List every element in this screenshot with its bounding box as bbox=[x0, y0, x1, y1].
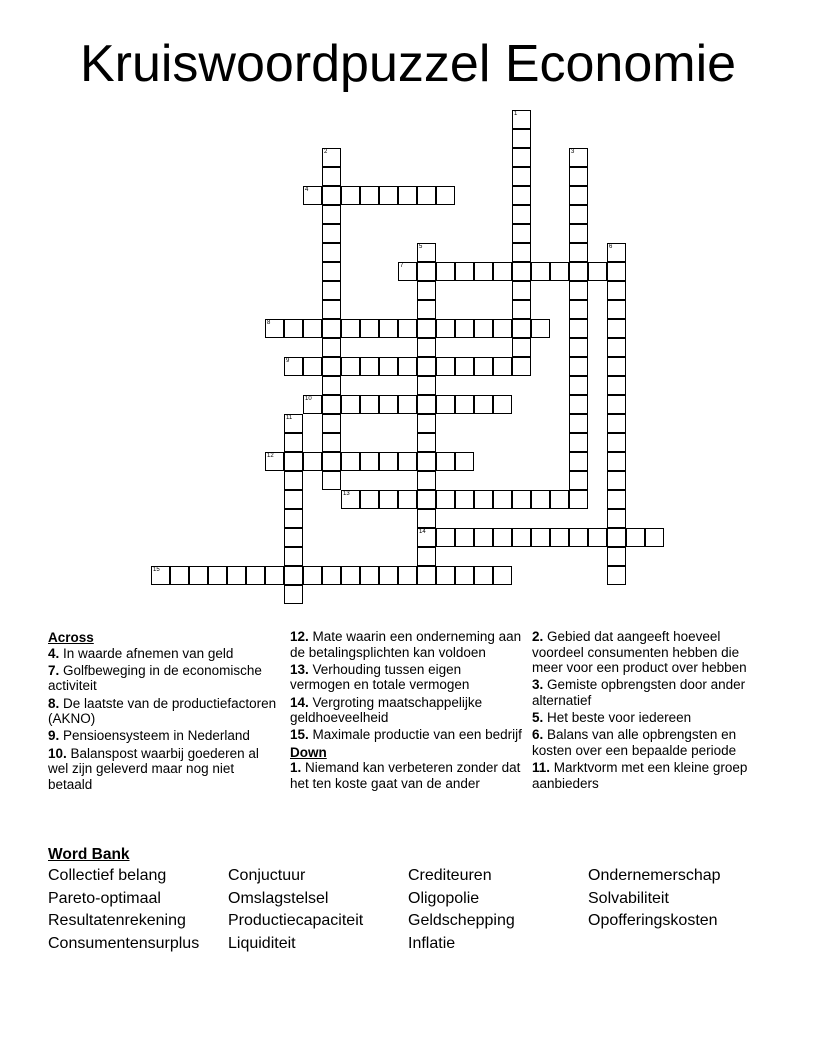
grid-cell[interactable] bbox=[265, 566, 284, 585]
grid-cell[interactable] bbox=[569, 243, 588, 262]
cell-number: 7 bbox=[400, 263, 404, 269]
grid-cell[interactable] bbox=[246, 566, 265, 585]
down-clue bbox=[290, 760, 522, 791]
grid-cell[interactable] bbox=[455, 566, 474, 585]
grid-cell[interactable] bbox=[417, 262, 436, 281]
grid-cell[interactable] bbox=[512, 300, 531, 319]
grid-cell[interactable] bbox=[303, 395, 322, 414]
grid-cell[interactable] bbox=[512, 186, 531, 205]
word-bank-item: Collectief belang bbox=[48, 867, 167, 884]
grid-cell[interactable] bbox=[341, 395, 360, 414]
grid-cell[interactable] bbox=[341, 452, 360, 471]
clue-text: Golfbeweging in de economische activiteit bbox=[48, 662, 262, 694]
grid-cell[interactable] bbox=[360, 357, 379, 376]
grid-cell[interactable] bbox=[284, 471, 303, 490]
grid-cell[interactable] bbox=[151, 566, 170, 585]
grid-cell[interactable] bbox=[455, 357, 474, 376]
grid-cell[interactable] bbox=[512, 224, 531, 243]
grid-cell[interactable] bbox=[512, 110, 531, 129]
clue-number: 12. bbox=[290, 629, 309, 644]
grid-cell[interactable] bbox=[474, 357, 493, 376]
clue-text: Gebied dat aangeeft hoeveel voordeel consumenten hebben die meer voor een product over hebben bbox=[532, 629, 747, 676]
grid-cell[interactable] bbox=[379, 490, 398, 509]
grid-cell[interactable] bbox=[322, 376, 341, 395]
grid-cell[interactable] bbox=[322, 395, 341, 414]
across-clue bbox=[290, 662, 522, 693]
clue-text: Marktvorm met een kleine groep aanbieders bbox=[532, 760, 748, 791]
grid-cell[interactable] bbox=[189, 566, 208, 585]
grid-cell[interactable] bbox=[607, 566, 626, 585]
cell-number: 13 bbox=[343, 491, 350, 497]
grid-cell[interactable] bbox=[455, 262, 474, 281]
word-bank-item: Inflatie bbox=[408, 935, 456, 953]
cell-number: 1 bbox=[514, 111, 518, 117]
grid-cell[interactable] bbox=[569, 452, 588, 471]
clue-number: 10. bbox=[48, 745, 67, 761]
grid-cell[interactable] bbox=[569, 262, 588, 281]
grid-cell[interactable] bbox=[284, 490, 303, 509]
grid-cell[interactable] bbox=[569, 300, 588, 319]
grid-cell[interactable] bbox=[417, 471, 436, 490]
grid-cell[interactable] bbox=[398, 395, 417, 414]
grid-cell[interactable] bbox=[360, 395, 379, 414]
word-bank-item: Consumentensurplus bbox=[48, 935, 200, 953]
grid-cell[interactable] bbox=[436, 566, 455, 585]
grid-cell[interactable] bbox=[322, 300, 341, 319]
grid-cell[interactable] bbox=[474, 319, 493, 338]
clue-number: 9. bbox=[48, 728, 60, 744]
grid-cell[interactable] bbox=[569, 471, 588, 490]
grid-cell[interactable] bbox=[417, 338, 436, 357]
grid-cell[interactable] bbox=[322, 452, 341, 471]
grid-cell[interactable] bbox=[474, 395, 493, 414]
grid-cell[interactable] bbox=[569, 528, 588, 547]
grid-cell[interactable] bbox=[170, 566, 189, 585]
grid-cell[interactable] bbox=[569, 414, 588, 433]
clue-column-1 bbox=[48, 629, 280, 794]
grid-cell[interactable] bbox=[512, 357, 531, 376]
across-clue bbox=[48, 728, 280, 744]
clue-number: 3. bbox=[532, 677, 544, 693]
cell-number: 3 bbox=[571, 149, 575, 155]
grid-cell[interactable] bbox=[607, 243, 626, 262]
grid-cell[interactable] bbox=[436, 490, 455, 509]
word-bank-item: Productiecapaciteit bbox=[228, 912, 364, 930]
grid-cell[interactable] bbox=[379, 319, 398, 338]
grid-cell[interactable] bbox=[493, 319, 512, 338]
grid-cell[interactable] bbox=[322, 243, 341, 262]
grid-cell[interactable] bbox=[607, 490, 626, 509]
grid-cell[interactable] bbox=[569, 395, 588, 414]
grid-cell[interactable] bbox=[379, 452, 398, 471]
grid-cell[interactable] bbox=[284, 585, 303, 604]
grid-cell[interactable] bbox=[455, 452, 474, 471]
grid-cell[interactable] bbox=[436, 186, 455, 205]
grid-cell[interactable] bbox=[474, 262, 493, 281]
grid-cell[interactable] bbox=[284, 414, 303, 433]
grid-cell[interactable] bbox=[322, 319, 341, 338]
grid-cell[interactable] bbox=[531, 528, 550, 547]
clue-text: Mate waarin een onderneming aan de betalingsplichten kan voldoen bbox=[290, 629, 522, 660]
clue-number: 14. bbox=[290, 694, 309, 710]
grid-cell[interactable] bbox=[607, 376, 626, 395]
clue-text: Pensioensysteem in Nederland bbox=[59, 728, 250, 744]
word-bank-heading: Word Bank bbox=[48, 846, 130, 863]
cell-number: 8 bbox=[267, 320, 271, 326]
grid-cell[interactable] bbox=[474, 528, 493, 547]
grid-cell[interactable] bbox=[322, 281, 341, 300]
grid-cell[interactable] bbox=[569, 319, 588, 338]
grid-cell[interactable] bbox=[569, 205, 588, 224]
grid-cell[interactable] bbox=[322, 414, 341, 433]
grid-cell[interactable] bbox=[322, 433, 341, 452]
grid-cell[interactable] bbox=[607, 509, 626, 528]
cell-number: 14 bbox=[419, 529, 426, 535]
grid-cell[interactable] bbox=[322, 471, 341, 490]
grid-cell[interactable] bbox=[417, 433, 436, 452]
grid-cell[interactable] bbox=[436, 319, 455, 338]
grid-cell[interactable] bbox=[417, 376, 436, 395]
grid-cell[interactable] bbox=[569, 281, 588, 300]
clue-number: 5. bbox=[532, 710, 544, 726]
grid-cell[interactable] bbox=[417, 186, 436, 205]
grid-cell[interactable] bbox=[265, 452, 284, 471]
clue-text: Vergroting maatschappelijke geldhoeveelheid bbox=[290, 694, 483, 726]
grid-cell[interactable] bbox=[360, 452, 379, 471]
down-clue bbox=[532, 760, 764, 791]
grid-cell[interactable] bbox=[512, 338, 531, 357]
across-clue bbox=[290, 695, 522, 726]
clue-text: De laatste van de productiefactoren (AKNO) bbox=[48, 695, 277, 727]
grid-cell[interactable] bbox=[341, 490, 360, 509]
clue-text: Verhouding tussen eigen vermogen en totale vermogen bbox=[290, 661, 470, 693]
grid-cell[interactable] bbox=[455, 395, 474, 414]
grid-cell[interactable] bbox=[436, 395, 455, 414]
clue-text: Balanspost waarbij goederen al wel zijn geleverd maar nog niet betaald bbox=[48, 745, 259, 792]
clue-text: Maximale productie van een bedrijf bbox=[308, 727, 522, 743]
clue-number: 7. bbox=[48, 662, 60, 678]
grid-cell[interactable] bbox=[417, 547, 436, 566]
grid-cell[interactable] bbox=[322, 262, 341, 281]
grid-cell[interactable] bbox=[398, 490, 417, 509]
grid-cell[interactable] bbox=[493, 566, 512, 585]
word-bank-item: Liquiditeit bbox=[228, 935, 296, 953]
grid-cell[interactable] bbox=[455, 490, 474, 509]
grid-cell[interactable] bbox=[341, 186, 360, 205]
clue-number: 2. bbox=[532, 629, 544, 644]
grid-cell[interactable] bbox=[303, 566, 322, 585]
grid-cell[interactable] bbox=[417, 509, 436, 528]
grid-cell[interactable] bbox=[493, 357, 512, 376]
grid-cell[interactable] bbox=[417, 319, 436, 338]
grid-cell[interactable] bbox=[512, 129, 531, 148]
grid-cell[interactable] bbox=[303, 186, 322, 205]
grid-cell[interactable] bbox=[341, 357, 360, 376]
grid-cell[interactable] bbox=[417, 414, 436, 433]
grid-cell[interactable] bbox=[284, 319, 303, 338]
grid-cell[interactable] bbox=[322, 167, 341, 186]
grid-cell[interactable] bbox=[569, 433, 588, 452]
down-clue bbox=[532, 629, 764, 676]
word-bank-item: Oligopolie bbox=[408, 889, 480, 907]
grid-cell[interactable] bbox=[417, 357, 436, 376]
grid-cell[interactable] bbox=[398, 262, 417, 281]
grid-cell[interactable] bbox=[379, 357, 398, 376]
grid-cell[interactable] bbox=[360, 490, 379, 509]
clue-column-2 bbox=[290, 629, 522, 793]
across-clue bbox=[290, 629, 522, 660]
grid-cell[interactable] bbox=[417, 395, 436, 414]
grid-cell[interactable] bbox=[569, 167, 588, 186]
grid-cell[interactable] bbox=[607, 281, 626, 300]
grid-cell[interactable] bbox=[531, 262, 550, 281]
grid-cell[interactable] bbox=[512, 167, 531, 186]
grid-cell[interactable] bbox=[360, 186, 379, 205]
down-clue bbox=[532, 710, 764, 726]
clue-text: Balans van alle opbrengsten en kosten over een bepaalde periode bbox=[532, 727, 737, 758]
grid-cell[interactable] bbox=[512, 243, 531, 262]
grid-cell[interactable] bbox=[607, 338, 626, 357]
grid-cell[interactable] bbox=[303, 319, 322, 338]
grid-cell[interactable] bbox=[569, 186, 588, 205]
page-title: Kruiswoordpuzzel Economie bbox=[79, 35, 737, 93]
grid-cell[interactable] bbox=[512, 490, 531, 509]
grid-cell[interactable] bbox=[550, 262, 569, 281]
across-clue bbox=[48, 696, 280, 727]
grid-cell[interactable] bbox=[474, 566, 493, 585]
grid-cell[interactable] bbox=[607, 414, 626, 433]
grid-cell[interactable] bbox=[474, 490, 493, 509]
grid-cell[interactable] bbox=[607, 452, 626, 471]
grid-cell[interactable] bbox=[322, 205, 341, 224]
grid-cell[interactable] bbox=[455, 319, 474, 338]
grid-cell[interactable] bbox=[607, 357, 626, 376]
word-bank-item: Opofferingskosten bbox=[588, 912, 718, 930]
grid-cell[interactable] bbox=[322, 148, 341, 167]
grid-cell[interactable] bbox=[493, 528, 512, 547]
grid-cell[interactable] bbox=[512, 528, 531, 547]
grid-cell[interactable] bbox=[512, 148, 531, 167]
grid-cell[interactable] bbox=[569, 376, 588, 395]
down-clue bbox=[532, 677, 764, 708]
grid-cell[interactable] bbox=[284, 452, 303, 471]
grid-cell[interactable] bbox=[607, 471, 626, 490]
grid-cell[interactable] bbox=[512, 262, 531, 281]
clue-number: 11. bbox=[532, 760, 551, 776]
grid-cell[interactable] bbox=[512, 205, 531, 224]
grid-cell[interactable] bbox=[360, 319, 379, 338]
grid-cell[interactable] bbox=[607, 262, 626, 281]
grid-cell[interactable] bbox=[284, 547, 303, 566]
grid-cell[interactable] bbox=[284, 566, 303, 585]
clue-number: 6. bbox=[532, 727, 544, 743]
grid-cell[interactable] bbox=[493, 395, 512, 414]
grid-cell[interactable] bbox=[550, 490, 569, 509]
grid-cell[interactable] bbox=[379, 186, 398, 205]
grid-cell[interactable] bbox=[417, 528, 436, 547]
grid-cell[interactable] bbox=[303, 357, 322, 376]
word-bank-item: Resultatenrekening bbox=[48, 912, 186, 930]
grid-cell[interactable] bbox=[398, 357, 417, 376]
cell-number: 10 bbox=[305, 396, 312, 402]
grid-cell[interactable] bbox=[417, 281, 436, 300]
grid-cell[interactable] bbox=[436, 357, 455, 376]
grid-cell[interactable] bbox=[322, 357, 341, 376]
grid-cell[interactable] bbox=[569, 148, 588, 167]
word-bank-item: Pareto-optimaal bbox=[48, 889, 161, 907]
grid-cell[interactable] bbox=[512, 281, 531, 300]
grid-cell[interactable] bbox=[436, 528, 455, 547]
grid-cell[interactable] bbox=[284, 357, 303, 376]
grid-cell[interactable] bbox=[455, 528, 474, 547]
grid-cell[interactable] bbox=[379, 566, 398, 585]
word-bank-item: Omslagstelsel bbox=[228, 889, 329, 907]
word-bank-item: Ondernemerschap bbox=[588, 867, 721, 884]
word-bank-item: Crediteuren bbox=[408, 867, 492, 884]
grid-cell[interactable] bbox=[417, 490, 436, 509]
grid-cell[interactable] bbox=[607, 528, 626, 547]
clue-text: Niemand kan verbeteren zonder dat het ten koste gaat van de ander bbox=[290, 760, 521, 791]
grid-cell[interactable] bbox=[512, 319, 531, 338]
grid-cell[interactable] bbox=[284, 528, 303, 547]
grid-cell[interactable] bbox=[569, 490, 588, 509]
word-bank-item: Conjuctuur bbox=[228, 867, 306, 884]
cell-number: 12 bbox=[267, 453, 274, 459]
cell-number: 5 bbox=[419, 244, 423, 250]
grid-cell[interactable] bbox=[436, 452, 455, 471]
across-heading: Across bbox=[48, 630, 94, 645]
grid-cell[interactable] bbox=[569, 224, 588, 243]
across-clue bbox=[48, 646, 280, 662]
grid-cell[interactable] bbox=[417, 300, 436, 319]
clue-text: Gemiste opbrengsten door ander alternatief bbox=[532, 677, 746, 708]
clue-number: 1. bbox=[290, 760, 302, 776]
grid-cell[interactable] bbox=[227, 566, 246, 585]
across-clue bbox=[48, 663, 280, 694]
clue-text: Het beste voor iedereen bbox=[543, 710, 692, 726]
grid-cell[interactable] bbox=[607, 547, 626, 566]
grid-cell[interactable] bbox=[531, 319, 550, 338]
grid-cell[interactable] bbox=[322, 566, 341, 585]
grid-cell[interactable] bbox=[284, 509, 303, 528]
grid-cell[interactable] bbox=[607, 433, 626, 452]
grid-cell[interactable] bbox=[531, 490, 550, 509]
grid-cell[interactable] bbox=[322, 186, 341, 205]
grid-cell[interactable] bbox=[417, 566, 436, 585]
grid-cell[interactable] bbox=[398, 319, 417, 338]
word-bank-item: Solvabiliteit bbox=[588, 889, 669, 907]
grid-cell[interactable] bbox=[436, 262, 455, 281]
across-clue bbox=[48, 746, 280, 793]
grid-cell[interactable] bbox=[607, 319, 626, 338]
grid-cell[interactable] bbox=[398, 186, 417, 205]
clue-column-3 bbox=[532, 629, 764, 793]
clue-number: 15. bbox=[290, 727, 309, 743]
grid-cell[interactable] bbox=[493, 262, 512, 281]
clue-text: In waarde afnemen van geld bbox=[59, 645, 234, 661]
cell-number: 4 bbox=[305, 187, 309, 193]
grid-cell[interactable] bbox=[322, 338, 341, 357]
down-clue bbox=[532, 727, 764, 758]
cell-number: 6 bbox=[609, 244, 613, 250]
grid-cell[interactable] bbox=[341, 319, 360, 338]
cell-number: 2 bbox=[324, 149, 328, 155]
grid-cell[interactable] bbox=[265, 319, 284, 338]
grid-cell[interactable] bbox=[607, 395, 626, 414]
grid-cell[interactable] bbox=[284, 433, 303, 452]
grid-cell[interactable] bbox=[493, 490, 512, 509]
grid-cell[interactable] bbox=[208, 566, 227, 585]
grid-cell[interactable] bbox=[417, 243, 436, 262]
grid-cell[interactable] bbox=[569, 357, 588, 376]
cell-number: 11 bbox=[286, 415, 293, 421]
grid-cell[interactable] bbox=[341, 566, 360, 585]
grid-cell[interactable] bbox=[645, 528, 664, 547]
grid-cell[interactable] bbox=[607, 300, 626, 319]
grid-cell[interactable] bbox=[569, 338, 588, 357]
down-heading: Down bbox=[290, 744, 327, 760]
grid-cell[interactable] bbox=[550, 528, 569, 547]
clue-number: 13. bbox=[290, 661, 309, 677]
grid-cell[interactable] bbox=[398, 452, 417, 471]
grid-cell[interactable] bbox=[322, 224, 341, 243]
clue-number: 4. bbox=[48, 645, 60, 661]
grid-cell[interactable] bbox=[360, 566, 379, 585]
grid-cell[interactable] bbox=[588, 262, 607, 281]
grid-cell[interactable] bbox=[379, 395, 398, 414]
grid-cell[interactable] bbox=[398, 566, 417, 585]
across-clue bbox=[290, 727, 522, 743]
grid-cell[interactable] bbox=[417, 452, 436, 471]
cell-number: 15 bbox=[153, 567, 160, 573]
word-bank-item: Geldschepping bbox=[408, 912, 515, 930]
cell-number: 9 bbox=[286, 358, 290, 364]
grid-cell[interactable] bbox=[626, 528, 645, 547]
clue-number: 8. bbox=[48, 695, 60, 711]
grid-cell[interactable] bbox=[588, 528, 607, 547]
grid-cell[interactable] bbox=[303, 452, 322, 471]
